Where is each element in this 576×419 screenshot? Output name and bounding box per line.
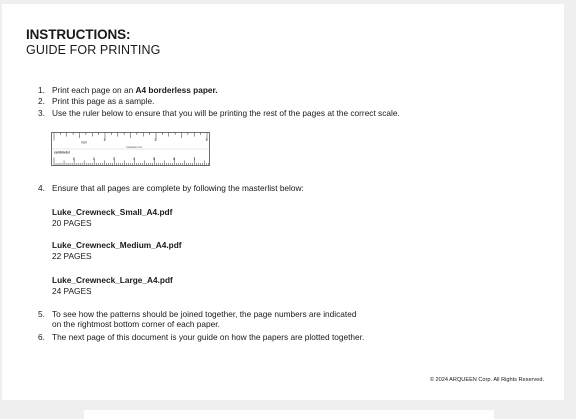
file-large-pages: 24 PAGES	[52, 286, 92, 296]
step-text-continued: on the rightmost bottom corner of each paper.	[52, 319, 220, 329]
step-text: Print this page as a sample.	[52, 96, 155, 106]
step-text: Use the ruler below to ensure that you will be printing the rest of the pages at the correct scale.	[52, 108, 400, 118]
ruler-site-label: mattatelier.com	[126, 146, 143, 149]
ruler-cm-number: 2	[92, 157, 95, 161]
step-text: Print each page on an	[52, 85, 136, 95]
ruler-inch-label: inch	[81, 140, 87, 145]
step-number: 2.	[38, 96, 45, 106]
step-number: 3.	[38, 108, 45, 118]
instructions-title: INSTRUCTIONS:	[26, 27, 131, 42]
ruler-cm-number: 5	[153, 157, 155, 161]
step-number: 1.	[38, 85, 45, 95]
step-text: To see how the patterns should be joined together, the page numbers are indicated	[52, 309, 357, 319]
step-number: 6.	[38, 332, 45, 342]
ruler-cm-label: centimeter	[54, 150, 71, 155]
step-2	[38, 96, 154, 106]
step-1	[38, 85, 218, 95]
step-number: 4.	[38, 183, 45, 193]
step-4	[38, 183, 304, 193]
ruler-cm-number: 6	[173, 157, 175, 161]
step-text: The next page of this document is your guide on how the papers are plotted together.	[52, 332, 365, 342]
step-emphasis: A4 borderless paper.	[135, 85, 218, 95]
next-page-edge	[84, 410, 494, 419]
file-medium-name: Luke_Crewneck_Medium_A4.pdf	[52, 240, 182, 250]
ruler-cm-number: 1	[72, 157, 75, 161]
scale-ruler	[51, 132, 211, 166]
file-large-name: Luke_Crewneck_Large_A4.pdf	[52, 275, 173, 285]
file-small-name: Luke_Crewneck_Small_A4.pdf	[52, 207, 173, 217]
step-5	[38, 309, 356, 329]
file-small-pages: 20 PAGES	[52, 218, 92, 228]
step-text: Ensure that all pages are complete by following the masterlist below:	[52, 183, 304, 193]
ruler-inch-number: 3	[205, 138, 208, 142]
step-3	[38, 108, 400, 118]
ruler-cm-number: 4	[132, 157, 135, 161]
step-number: 5.	[38, 309, 45, 319]
copyright-footer: © 2024 ARQUEEN Corp. All Rights Reserved.	[429, 377, 544, 383]
ruler-inch-number: 1	[103, 138, 106, 142]
file-medium-pages: 22 PAGES	[52, 251, 92, 261]
ruler-cm-number: 3	[112, 157, 115, 161]
ruler-cm-number: 7	[193, 157, 196, 161]
ruler-inch-number: 2	[154, 138, 157, 142]
guide-subtitle: GUIDE FOR PRINTING	[26, 43, 161, 57]
step-6	[38, 332, 364, 342]
